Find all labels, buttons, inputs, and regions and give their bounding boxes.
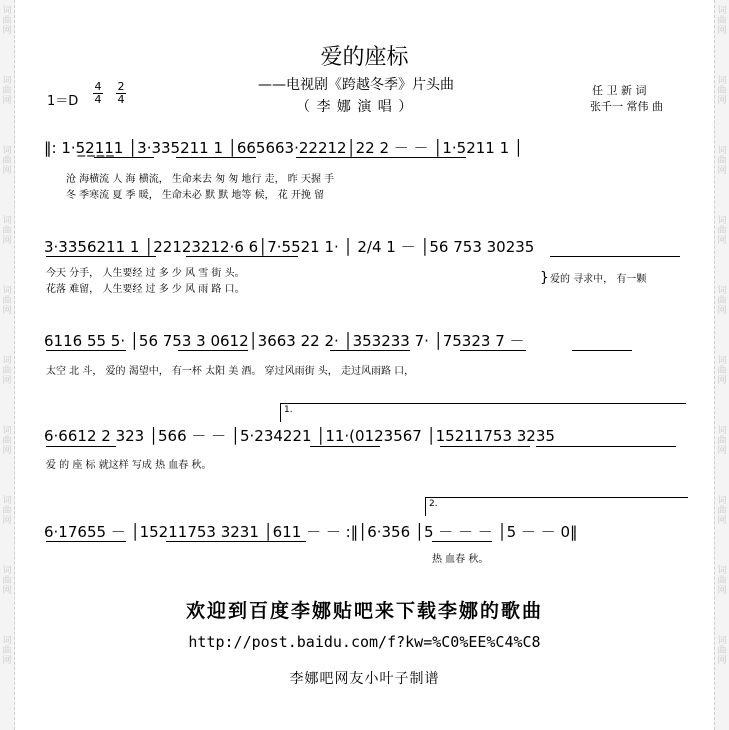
score-row-5-lyrics: 热 血春 秋。 — [432, 554, 489, 565]
row-3-beam — [460, 350, 526, 351]
source-url[interactable]: http://post.baidu.com/f?kw=%C0%EE%C4%C8 — [188, 633, 541, 651]
watermark-text: 词 曲 网 — [2, 216, 12, 246]
watermark-text: 词 曲 网 — [2, 76, 12, 106]
row-3-beam — [178, 350, 248, 351]
watermark-text: 词 曲 网 — [2, 496, 12, 526]
score-row-2-notes: 3·3356211 1 │22123212·6 6│7·5521 1· │ 2/4 1 － │56 753 30235 — [44, 238, 535, 256]
row-3-beam — [46, 350, 126, 351]
song-title: 爱的座标 — [320, 45, 409, 70]
score-row-5-notes: 6·17655 － │15211753 3231 │611 － － :‖│6·356 │5 － － － │5 － － 0‖ — [44, 523, 578, 541]
watermark-text: 词 曲 网 — [2, 356, 12, 386]
volta-first-ending — [280, 403, 686, 422]
volta-second-label: 2. — [429, 499, 438, 509]
row-4-beam — [440, 446, 530, 447]
watermark-text: 词 曲 网 — [2, 426, 12, 456]
verse-brace: } — [540, 270, 549, 286]
watermark-text: 词 曲 网 — [717, 216, 727, 246]
score-row-4-lyrics: 爱 的 座 标 就这样 写成 热 血春 秋。 — [46, 460, 212, 471]
watermark-text: 词 曲 网 — [717, 496, 727, 526]
score-row-1-lyrics-verse-2: 冬 季寒流 夏 季 暖， 生命未必 默 默 地等 候， 花 开挽 留 — [66, 190, 325, 201]
watermark-text: 词 曲 网 — [717, 426, 727, 456]
row-3-beam — [330, 350, 410, 351]
watermark-text: 词 曲 网 — [717, 76, 727, 106]
key-signature: 1＝D — [47, 94, 79, 109]
row-2-beam — [46, 256, 156, 257]
watermark-text: 词 曲 网 — [2, 6, 12, 36]
transcriber-credit: 李娜吧网友小叶子制谱 — [289, 671, 440, 687]
score-row-3-notes: 6116 55 5· │56 753 3 0612│3663 22 2· │353233 7· │75323 7 － — [44, 332, 525, 350]
meter-two-num: 2 — [117, 80, 125, 93]
watermark-text: 词 曲 网 — [717, 566, 727, 596]
composer-credit: 张千一 常伟 曲 — [590, 100, 663, 113]
watermark-text: 词 曲 网 — [2, 566, 12, 596]
score-row-1-notes: ‖: 1·5̲2̲1̲1̲1 │3·335211 1 │665663·22212│22 2 － － │1·5211 1 │ — [44, 139, 523, 157]
row-4-beam — [46, 446, 116, 447]
row-3-beam — [572, 350, 632, 351]
watermark-text: 词 曲 网 — [717, 636, 727, 666]
row-4-beam — [310, 446, 380, 447]
row-2-beam — [186, 256, 298, 257]
score-row-1-lyrics-verse-1: 沧 海横流 人 海 横流， 生命来去 匆 匆 地行 走， 昨 天握 手 — [66, 174, 335, 185]
score-row-3-lyrics: 太空 北 斗， 爱的 渴望中， 有一杯 太阳 美 酒。 穿过风雨街 头， 走过风雨路 口， — [46, 366, 415, 377]
volta-first-label: 1. — [284, 405, 293, 415]
row-1-beam — [176, 157, 256, 158]
watermark-text: 词 曲 网 — [717, 146, 727, 176]
lyricist-credit: 任 卫 新 词 — [592, 84, 647, 97]
row-1-beam — [94, 157, 154, 158]
meter-two-den: 4 — [117, 93, 125, 106]
row-5-beam — [432, 541, 492, 542]
row-5-beam — [166, 541, 306, 542]
watermark-text: 词 曲 网 — [2, 286, 12, 316]
row-1-beam — [296, 157, 466, 158]
row-2-beam — [550, 256, 680, 257]
meter-two — [116, 81, 126, 106]
volta-second-ending — [425, 497, 688, 516]
row-4-beam — [536, 446, 676, 447]
download-notice: 欢迎到百度李娜贴吧来下载李娜的歌曲 — [185, 600, 543, 622]
meter-one-den: 4 — [94, 93, 102, 106]
score-row-2-lyrics-verse-1: 今天 分手， 人生要经 过 多 少 风 雪 街 头。 — [46, 268, 245, 279]
meter-one-num: 4 — [94, 80, 102, 93]
watermark-text: 词 曲 网 — [717, 286, 727, 316]
watermark-text: 词 曲 网 — [2, 636, 12, 666]
singer-credit: （ 李 娜 演 唱 ） — [296, 99, 414, 115]
score-row-4-notes: 6·6612 2 323 │566 － － │5·234221 │11·(0123567 │15211753 3235 — [44, 427, 555, 445]
watermark-text: 词 曲 网 — [717, 356, 727, 386]
row-5-beam — [46, 541, 126, 542]
meter-one — [93, 81, 103, 106]
score-row-2-lyrics-verse-2: 花落 难留， 人生要经 过 多 少 风 雨 路 口。 — [46, 284, 245, 295]
watermark-text: 词 曲 网 — [2, 146, 12, 176]
watermark-text: 词 曲 网 — [717, 6, 727, 36]
score-row-2-lyrics-side: 爱的 寻求中， 有一颗 — [550, 274, 647, 285]
song-subtitle: ——电视剧《跨越冬季》片头曲 — [258, 77, 454, 93]
